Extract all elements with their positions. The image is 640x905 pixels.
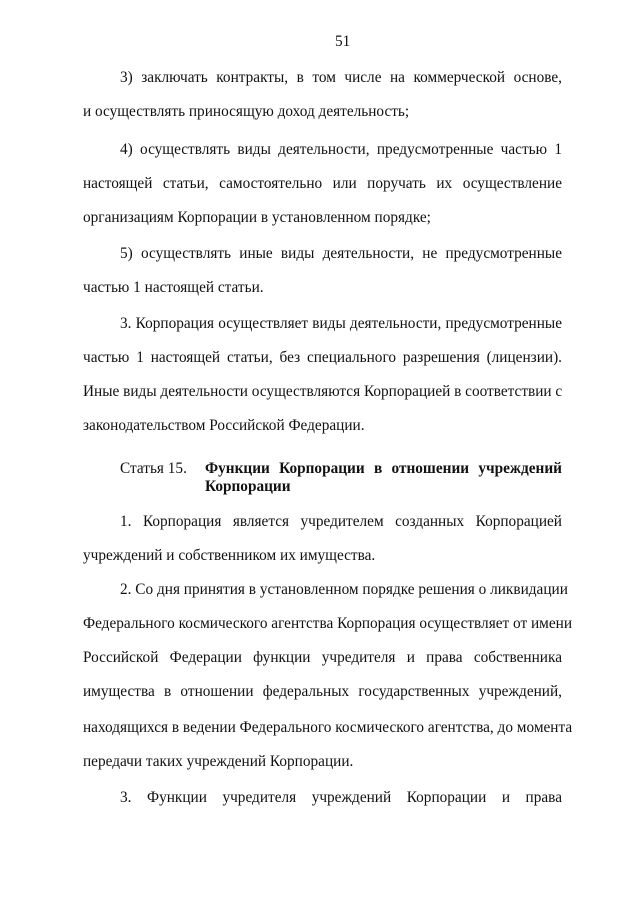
- paragraph-line: 5) осуществлять иные виды деятельности, не предусмотренные: [120, 245, 562, 262]
- paragraph-line: 4) осуществлять виды деятельности, предусмотренные частью 1: [120, 141, 562, 158]
- paragraph-line: 3. Функции учредителя учреждений Корпорации и права: [120, 789, 562, 806]
- paragraph-line: Федерального космического агентства Корпорация осуществляет от имени: [83, 615, 573, 632]
- paragraph-line: частью 1 настоящей статьи.: [83, 279, 264, 296]
- paragraph-line: настоящей статьи, самостоятельно или поручать их осуществление: [83, 175, 562, 192]
- paragraph-line: 2. Со дня принятия в установленном порядке решения о ликвидации: [120, 581, 568, 598]
- paragraph-line: 1. Корпорация является учредителем созданных Корпорацией: [120, 513, 562, 530]
- paragraph-line: имущества в отношении федеральных государственных учреждений,: [83, 683, 562, 700]
- paragraph-line: законодательством Российской Федерации.: [83, 417, 365, 434]
- paragraph-line: организациям Корпорации в установленном порядке;: [83, 209, 431, 226]
- paragraph-line: частью 1 настоящей статьи, без специального разрешения (лицензии).: [83, 349, 562, 366]
- paragraph-line: 3) заключать контракты, в том числе на коммерческой основе,: [120, 69, 562, 86]
- paragraph-line: Российской Федерации функции учредителя и права собственника: [83, 649, 562, 666]
- paragraph-line: и осуществлять приносящую доход деятельность;: [83, 103, 410, 120]
- paragraph-line: 3. Корпорация осуществляет виды деятельности, предусмотренные: [120, 315, 562, 332]
- page-number: 51: [335, 33, 351, 50]
- article-title-line: Корпорации: [205, 478, 291, 495]
- paragraph-line: учреждений и собственником их имущества.: [83, 547, 376, 564]
- paragraph-line: Иные виды деятельности осуществляются Корпорацией в соответствии с: [83, 383, 563, 400]
- article-label: Статья 15.: [120, 460, 187, 477]
- paragraph-line: передачи таких учреждений Корпорации.: [83, 753, 354, 770]
- paragraph-line: находящихся в ведении Федерального космического агентства, до момента: [83, 719, 573, 736]
- article-title-line: Функции Корпорации в отношении учреждений: [205, 460, 562, 477]
